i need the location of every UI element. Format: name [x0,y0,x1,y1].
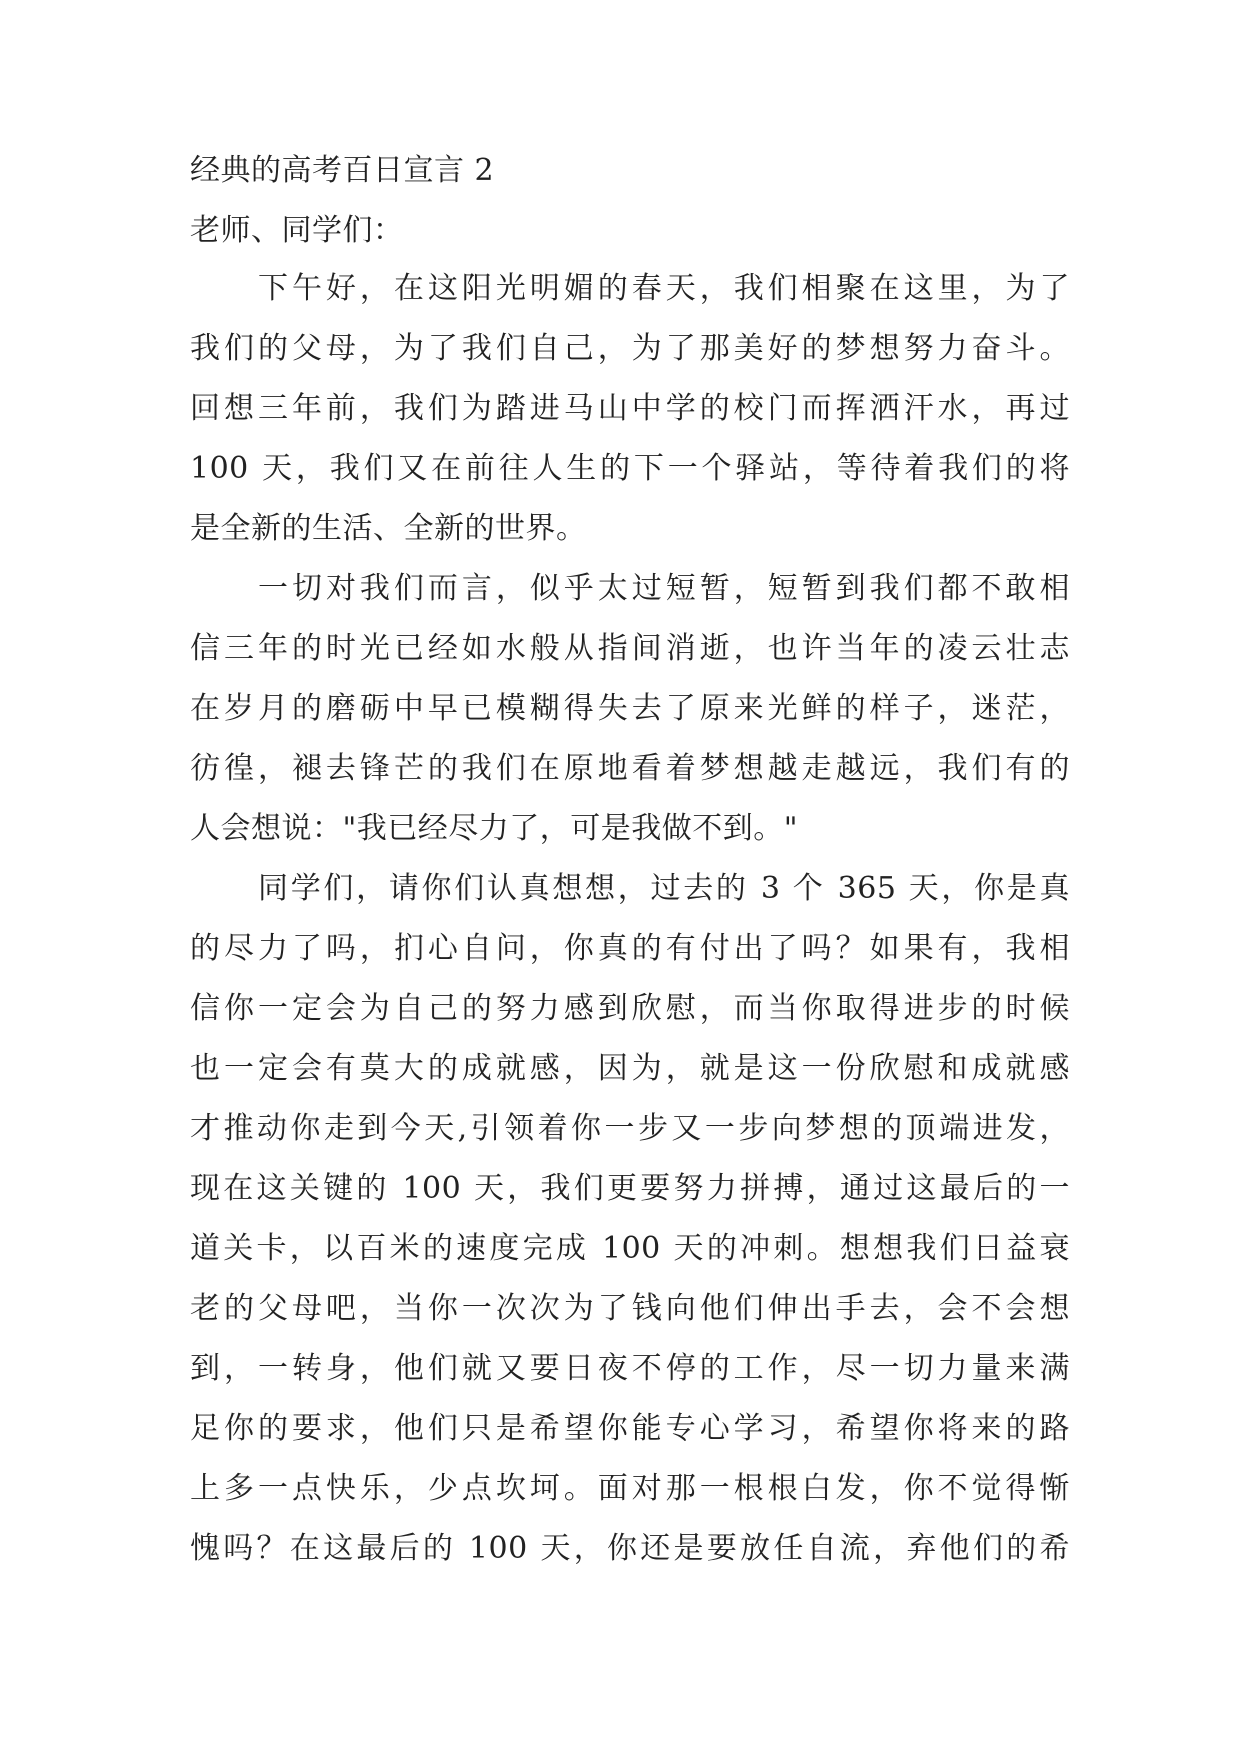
paragraph-line: 人会想说："我已经尽力了，可是我做不到。" [190,811,799,846]
paragraph-line: 彷徨，褪去锋芒的我们在原地看着梦想越走越远，我们有的 [190,751,1070,786]
paragraph-line: 老的父母吧，当你一次次为了钱向他们伸出手去，会不会想 [190,1291,1070,1326]
salutation: 老师、同学们： [190,213,404,248]
paragraph-line: 道关卡，以百米的速度完成 100 天的冲刺。想想我们日益衰 [190,1231,1070,1266]
paragraph-line: 100 天，我们又在前往人生的下一个驿站，等待着我们的将 [190,451,1070,486]
paragraph-line: 到，一转身，他们就又要日夜不停的工作，尽一切力量来满 [190,1351,1070,1386]
paragraph-line: 同学们，请你们认真想想，过去的 3 个 365 天，你是真 [258,871,1070,906]
paragraph-line: 是全新的生活、全新的世界。 [190,511,587,546]
paragraph-line: 下午好，在这阳光明媚的春天，我们相聚在这里，为了 [258,271,1070,306]
paragraph-line: 一切对我们而言，似乎太过短暂，短暂到我们都不敢相 [258,571,1070,606]
paragraph-line: 才推动你走到今天,引领着你一步又一步向梦想的顶端进发， [190,1111,1070,1146]
paragraph-line: 的尽力了吗，扪心自问，你真的有付出了吗？如果有，我相 [190,931,1070,966]
paragraph-line: 信你一定会为自己的努力感到欣慰，而当你取得进步的时候 [190,991,1070,1026]
paragraph-line: 在岁月的磨砺中早已模糊得失去了原来光鲜的样子，迷茫， [190,691,1070,726]
paragraph-line: 回想三年前，我们为踏进马山中学的校门而挥洒汗水，再过 [190,391,1070,426]
paragraph-line: 上多一点快乐，少点坎坷。面对那一根根白发，你不觉得惭 [190,1471,1070,1506]
paragraph-line: 现在这关键的 100 天，我们更要努力拼搏，通过这最后的一 [190,1171,1070,1206]
paragraph-line: 也一定会有莫大的成就感，因为，就是这一份欣慰和成就感 [190,1051,1070,1086]
paragraph-line: 我们的父母，为了我们自己，为了那美好的梦想努力奋斗。 [190,331,1070,366]
paragraph-line: 足你的要求，他们只是希望你能专心学习，希望你将来的路 [190,1411,1070,1446]
paragraph-line: 愧吗？在这最后的 100 天，你还是要放任自流，弃他们的希 [190,1531,1070,1566]
document-title: 经典的高考百日宣言 2 [190,153,495,188]
paragraph-line: 信三年的时光已经如水般从指间消逝，也许当年的凌云壮志 [190,631,1070,666]
